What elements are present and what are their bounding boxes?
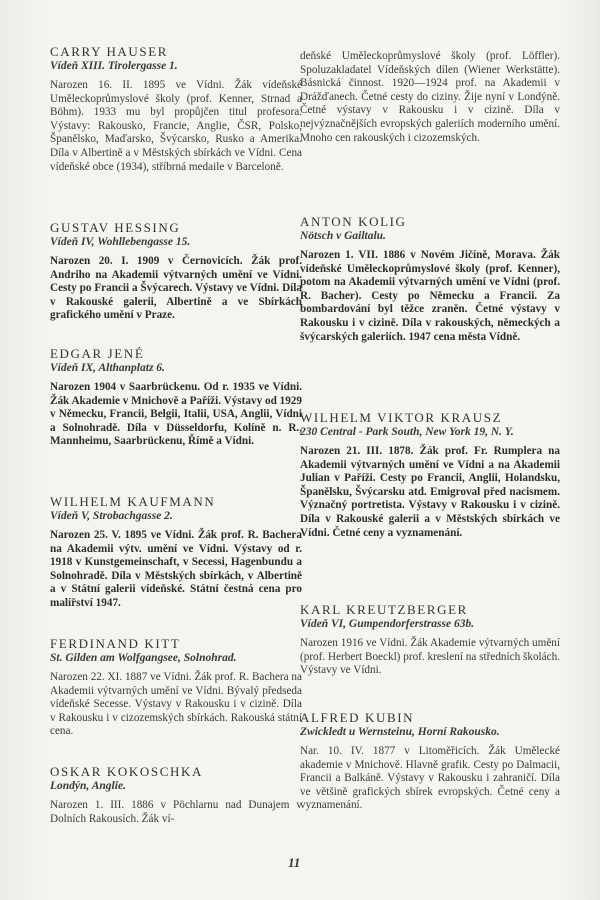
entry-gustav-hessing bbox=[50, 220, 302, 323]
artist-bio: Narozen 1904 v Saarbrückenu. Od r. 1935 ve Vídni. Žák Akademie v Mnichově a Paříži. Výstavy od 1929 v Německu, Francii, Belgii, Italii, USA, Anglii, Vídni a Solnohradě. Díla v Düsseldorfu, Kolíně n. R., Mannheimu, Saarbrückenu, Římě a Vídni. bbox=[50, 381, 302, 448]
artist-name: KARL KREUTZBERGER bbox=[300, 602, 468, 617]
artist-bio: Narozen 25. V. 1895 ve Vídni. Žák prof. R. Bachera na Akademii výtv. umění ve Vídni. Výstavy od r. 1918 v Kunstgemeinschaft, v Secessi, Hagenbundu a Solnohradě. Díla v Městských sbírkách, v Albertině a v Státní galerii vídeňské. Státní čestná cena pro malířství 1947. bbox=[50, 529, 302, 609]
entry-alfred-kubin bbox=[300, 710, 560, 813]
artist-bio: Narozen 22. XI. 1887 ve Vídni. Žák prof. R. Bachera na Akademii výtvarných umění ve Vídni. Bývalý předseda vídeňské Secesse. Výstavy v Rakousku i v cizině. Díla v Rakousku i v cizozemských sbírkách. Rakouská státní cena. bbox=[50, 671, 302, 738]
entry-oskar-kokoschka-continued bbox=[300, 50, 560, 145]
artist-bio: Narozen 20. I. 1909 v Černovicích. Žák prof. Andriho na Akademii výtvarných umění ve Vídni. Cesty po Francii a Švýcarech. Výstavy ve Vídni. Díla v Rakouské galerii, Albertině a ve Sbírkách grafického umění v Praze. bbox=[50, 255, 302, 322]
artist-address: Vídeň XIII. Tirolergasse 1. bbox=[50, 60, 178, 72]
artist-name: EDGAR JENÉ bbox=[50, 346, 145, 361]
artist-bio: Narozen 1916 ve Vídni. Žák Akademie výtvarných umění (prof. Herbert Boeckl) prof. kreslení na středních školách. Výstavy ve Vídni. bbox=[300, 637, 560, 677]
artist-address: Londýn, Anglie. bbox=[50, 780, 126, 792]
entry-karl-kreutzberger bbox=[300, 602, 560, 678]
entry-wilhelm-kaufmann bbox=[50, 494, 302, 611]
artist-address: Vídeň IV, Wohllebengasse 15. bbox=[50, 236, 191, 248]
artist-bio: Narozen 1. VII. 1886 v Novém Jičíně, Morava. Žák vídeňské Uměleckoprůmyslové školy (prof. Kenner), potom na Akademii výtvarných umění ve Vídni (prof. R. Bacher). Cesty po Německu a Francii. Za bombardování byl těžce zraněn. Četné výstavy v Rakousku i v cizině. Díla v rakouských, německých a švýcarských galeriích. 1947 cena města Vídně. bbox=[300, 249, 560, 343]
artist-address: Vídeň VI, Gumpendorferstrasse 63b. bbox=[300, 618, 475, 630]
artist-address: St. Gilden am Wolfgangsee, Solnohrad. bbox=[50, 652, 237, 664]
artist-name: WILHELM KAUFMANN bbox=[50, 494, 216, 509]
artist-bio: Narozen 1. III. 1886 v Pöchlarnu nad Dunajem v Dolních Rakousích. Žák ví- bbox=[50, 799, 302, 825]
artist-name: WILHELM VIKTOR KRAUSZ bbox=[300, 410, 503, 425]
artist-name: ANTON KOLIG bbox=[300, 214, 407, 229]
entry-ferdinand-kitt bbox=[50, 636, 302, 739]
artist-address: Vídeň IX, Althanplatz 6. bbox=[50, 362, 165, 374]
artist-name: ALFRED KUBIN bbox=[300, 710, 415, 725]
entry-edgar-jene bbox=[50, 346, 302, 449]
artist-bio: deňské Uměleckoprůmyslové školy (prof. Löffler). Spoluzakladatel Vídeňských dílen (Wiener Werkstätte). Básnická činnost. 1920—1924 prof. na Akademii v Drážďanech. Četné cesty do ciziny. Žije nyní v Londýně. Četné výstavy v Rakousku i v cizině. Díla v nejvýznačnějších evropských galeriích moderního umění. Mnoho cen rakouských i cizozemských. bbox=[300, 50, 560, 144]
artist-bio: Nar. 10. IV. 1877 v Litoměřicích. Žák Umělecké akademie v Mnichově. Hlavně grafik. Cesty po Dalmacii, Francii a Balkáně. Výstavy v Rakousku i zahraničí. Díla ve většině grafických sbírek evropských. Četné ceny a vyznamenání. bbox=[300, 745, 560, 812]
artist-name: CARRY HAUSER bbox=[50, 44, 169, 59]
artist-bio: Narozen 16. II. 1895 ve Vídni. Žák vídeňské Uměleckoprůmyslové školy (prof. Kenner, Strnad a Böhm). 1933 mu byl propůjčen titul profesora. Výstavy: Rakousko, Francie, Anglie, ČSR, Polsko, Španělsko, Maďarsko, Švýcarsko, Rusko a Amerika. Díla v Albertině a v Městských sbírkách ve Vídni. Cena vídeňské obce (1934), stříbrná medaile v Barceloně. bbox=[50, 79, 302, 173]
artist-address: Zwickledt u Wernsteinu, Horní Rakousko. bbox=[300, 726, 500, 738]
artist-name: GUSTAV HESSING bbox=[50, 220, 181, 235]
entry-anton-kolig bbox=[300, 214, 560, 344]
artist-bio: Narozen 21. III. 1878. Žák prof. Fr. Rumplera na Akademii výtvarných umění ve Vídni a na Akademii Julian v Paříži. Cesty po Francii, Anglii, Holandsku, Španělsku, Švýcarsku atd. Emigroval před nacismem. Význačný portretista. Výstavy v Rakousku i v cizině. Díla v Rakouské galerii a v Městských sbírkách ve Vídni. Četné ceny a vyznamenání. bbox=[300, 445, 560, 539]
artist-name: FERDINAND KITT bbox=[50, 636, 181, 651]
entry-oskar-kokoschka bbox=[50, 764, 302, 826]
artist-address: 230 Central - Park South, New York 19, N. Y. bbox=[300, 426, 514, 438]
artist-address: Nötsch v Gailtalu. bbox=[300, 230, 386, 242]
entry-carry-hauser bbox=[50, 44, 302, 174]
artist-address: Vídeň V, Strobachgasse 2. bbox=[50, 510, 173, 522]
entry-wilhelm-viktor-krausz bbox=[300, 410, 560, 540]
artist-name: OSKAR KOKOSCHKA bbox=[50, 764, 203, 779]
page-number: 11 bbox=[288, 855, 301, 870]
